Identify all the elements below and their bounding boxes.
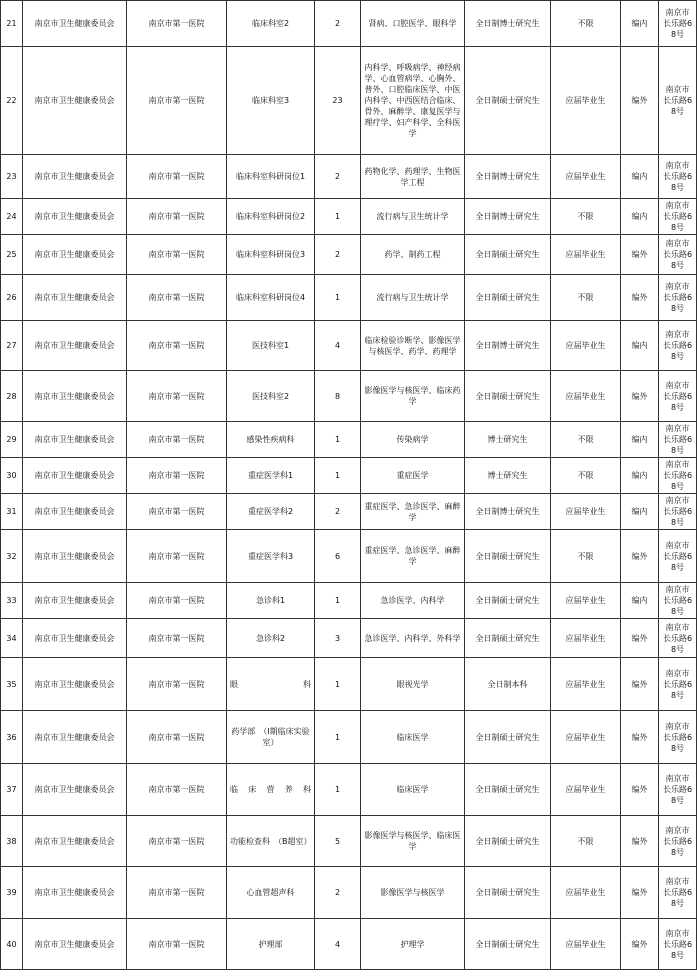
cell-education: 全日制硕士研究生 [465, 711, 551, 764]
cell-post: 临床营养科 [227, 764, 315, 816]
cell-unit: 南京市第一医院 [127, 321, 227, 371]
cell-authority: 南京市卫生健康委员会 [23, 155, 127, 199]
cell-post: 临床科室科研岗位2 [227, 199, 315, 235]
cell-no: 33 [1, 583, 23, 619]
cell-unit: 南京市第一医院 [127, 711, 227, 764]
cell-major: 眼视光学 [361, 658, 465, 711]
cell-address: 南京市长乐路68号 [659, 919, 697, 970]
cell-unit: 南京市第一医院 [127, 1, 227, 47]
cell-post: 急诊科1 [227, 583, 315, 619]
cell-authority: 南京市卫生健康委员会 [23, 275, 127, 321]
cell-post: 眼科 [227, 658, 315, 711]
cell-education: 全日制硕士研究生 [465, 235, 551, 275]
cell-address: 南京市长乐路68号 [659, 422, 697, 458]
cell-post: 功能检查科 （B超室） [227, 816, 315, 867]
cell-major: 重症医学 [361, 458, 465, 494]
cell-authority: 南京市卫生健康委员会 [23, 458, 127, 494]
cell-no: 31 [1, 494, 23, 530]
cell-post: 临床科室科研岗位1 [227, 155, 315, 199]
cell-count: 2 [315, 867, 361, 919]
cell-no: 22 [1, 47, 23, 155]
cell-requirement: 应届毕业生 [551, 764, 621, 816]
cell-count: 2 [315, 494, 361, 530]
table-row [1, 321, 697, 371]
cell-authority: 南京市卫生健康委员会 [23, 711, 127, 764]
cell-no: 38 [1, 816, 23, 867]
cell-major: 急诊医学、内科学 [361, 583, 465, 619]
cell-staffing: 编内 [621, 1, 659, 47]
table-row [1, 530, 697, 583]
cell-major: 流行病与卫生统计学 [361, 199, 465, 235]
table-body [1, 1, 697, 970]
cell-unit: 南京市第一医院 [127, 919, 227, 970]
cell-post: 重症医学科1 [227, 458, 315, 494]
cell-no: 39 [1, 867, 23, 919]
table-row [1, 711, 697, 764]
cell-post: 重症医学科2 [227, 494, 315, 530]
table-row [1, 764, 697, 816]
cell-address: 南京市长乐路68号 [659, 764, 697, 816]
cell-staffing: 编外 [621, 711, 659, 764]
cell-unit: 南京市第一医院 [127, 155, 227, 199]
cell-count: 1 [315, 658, 361, 711]
cell-authority: 南京市卫生健康委员会 [23, 371, 127, 422]
cell-post: 临床科室科研岗位3 [227, 235, 315, 275]
cell-no: 29 [1, 422, 23, 458]
cell-address: 南京市长乐路68号 [659, 1, 697, 47]
cell-post: 临床科室3 [227, 47, 315, 155]
cell-no: 36 [1, 711, 23, 764]
cell-address: 南京市长乐路68号 [659, 816, 697, 867]
cell-requirement: 不限 [551, 422, 621, 458]
cell-authority: 南京市卫生健康委员会 [23, 47, 127, 155]
cell-education: 全日制博士研究生 [465, 321, 551, 371]
cell-unit: 南京市第一医院 [127, 371, 227, 422]
cell-staffing: 编外 [621, 816, 659, 867]
cell-unit: 南京市第一医院 [127, 619, 227, 658]
cell-education: 全日制硕士研究生 [465, 919, 551, 970]
cell-unit: 南京市第一医院 [127, 235, 227, 275]
cell-address: 南京市长乐路68号 [659, 458, 697, 494]
cell-authority: 南京市卫生健康委员会 [23, 867, 127, 919]
cell-requirement: 应届毕业生 [551, 711, 621, 764]
cell-no: 21 [1, 1, 23, 47]
cell-address: 南京市长乐路68号 [659, 371, 697, 422]
table-row [1, 275, 697, 321]
cell-authority: 南京市卫生健康委员会 [23, 583, 127, 619]
cell-count: 1 [315, 199, 361, 235]
cell-count: 1 [315, 764, 361, 816]
cell-address: 南京市长乐路68号 [659, 321, 697, 371]
cell-major: 肾病、口腔医学、眼科学 [361, 1, 465, 47]
cell-authority: 南京市卫生健康委员会 [23, 321, 127, 371]
cell-address: 南京市长乐路68号 [659, 867, 697, 919]
cell-no: 24 [1, 199, 23, 235]
table-row [1, 458, 697, 494]
cell-count: 1 [315, 711, 361, 764]
cell-major: 临床检验诊断学、影像医学与核医学、药学、药理学 [361, 321, 465, 371]
cell-address: 南京市长乐路68号 [659, 711, 697, 764]
cell-authority: 南京市卫生健康委员会 [23, 919, 127, 970]
cell-requirement: 不限 [551, 458, 621, 494]
cell-staffing: 编外 [621, 867, 659, 919]
cell-staffing: 编外 [621, 764, 659, 816]
cell-requirement: 应届毕业生 [551, 371, 621, 422]
cell-unit: 南京市第一医院 [127, 658, 227, 711]
cell-major: 急诊医学、内科学、外科学 [361, 619, 465, 658]
cell-education: 全日制硕士研究生 [465, 764, 551, 816]
cell-major: 护理学 [361, 919, 465, 970]
cell-address: 南京市长乐路68号 [659, 47, 697, 155]
cell-no: 28 [1, 371, 23, 422]
cell-count: 1 [315, 422, 361, 458]
cell-no: 34 [1, 619, 23, 658]
cell-education: 全日制硕士研究生 [465, 583, 551, 619]
cell-authority: 南京市卫生健康委员会 [23, 530, 127, 583]
cell-education: 全日制博士研究生 [465, 199, 551, 235]
table-row [1, 867, 697, 919]
cell-major: 重症医学、急诊医学、麻醉学 [361, 494, 465, 530]
cell-staffing: 编外 [621, 658, 659, 711]
cell-education: 全日制硕士研究生 [465, 275, 551, 321]
cell-address: 南京市长乐路68号 [659, 583, 697, 619]
cell-education: 全日制硕士研究生 [465, 371, 551, 422]
table-row [1, 1, 697, 47]
cell-requirement: 应届毕业生 [551, 235, 621, 275]
cell-unit: 南京市第一医院 [127, 867, 227, 919]
cell-count: 4 [315, 919, 361, 970]
cell-authority: 南京市卫生健康委员会 [23, 764, 127, 816]
cell-address: 南京市长乐路68号 [659, 494, 697, 530]
cell-no: 30 [1, 458, 23, 494]
cell-unit: 南京市第一医院 [127, 816, 227, 867]
cell-no: 40 [1, 919, 23, 970]
cell-address: 南京市长乐路68号 [659, 275, 697, 321]
cell-unit: 南京市第一医院 [127, 422, 227, 458]
cell-education: 全日制博士研究生 [465, 155, 551, 199]
table-row [1, 199, 697, 235]
cell-major: 影像医学与核医学、临床医学 [361, 816, 465, 867]
cell-count: 8 [315, 371, 361, 422]
cell-no: 26 [1, 275, 23, 321]
cell-address: 南京市长乐路68号 [659, 658, 697, 711]
cell-no: 32 [1, 530, 23, 583]
cell-count: 6 [315, 530, 361, 583]
cell-requirement: 不限 [551, 199, 621, 235]
cell-address: 南京市长乐路68号 [659, 155, 697, 199]
cell-count: 2 [315, 155, 361, 199]
cell-staffing: 编内 [621, 583, 659, 619]
cell-staffing: 编内 [621, 321, 659, 371]
cell-education: 全日制硕士研究生 [465, 619, 551, 658]
cell-unit: 南京市第一医院 [127, 275, 227, 321]
cell-authority: 南京市卫生健康委员会 [23, 816, 127, 867]
cell-staffing: 编外 [621, 530, 659, 583]
table-row [1, 816, 697, 867]
cell-education: 全日制博士研究生 [465, 494, 551, 530]
cell-post: 药学部 （I期临床实验室） [227, 711, 315, 764]
cell-unit: 南京市第一医院 [127, 583, 227, 619]
cell-unit: 南京市第一医院 [127, 530, 227, 583]
cell-authority: 南京市卫生健康委员会 [23, 1, 127, 47]
table-row [1, 422, 697, 458]
cell-education: 全日制博士研究生 [465, 1, 551, 47]
cell-major: 重症医学、急诊医学、麻醉学 [361, 530, 465, 583]
cell-post: 感染性疾病科 [227, 422, 315, 458]
cell-major: 影像医学与核医学 [361, 867, 465, 919]
cell-address: 南京市长乐路68号 [659, 530, 697, 583]
cell-authority: 南京市卫生健康委员会 [23, 235, 127, 275]
cell-post: 医技科室1 [227, 321, 315, 371]
cell-staffing: 编外 [621, 919, 659, 970]
cell-count: 2 [315, 235, 361, 275]
cell-major: 影像医学与核医学、临床药学 [361, 371, 465, 422]
cell-major: 药学、制药工程 [361, 235, 465, 275]
cell-post: 医技科室2 [227, 371, 315, 422]
cell-authority: 南京市卫生健康委员会 [23, 658, 127, 711]
cell-authority: 南京市卫生健康委员会 [23, 619, 127, 658]
cell-requirement: 应届毕业生 [551, 155, 621, 199]
table-row [1, 155, 697, 199]
cell-post: 护理部 [227, 919, 315, 970]
cell-education: 博士研究生 [465, 458, 551, 494]
cell-unit: 南京市第一医院 [127, 199, 227, 235]
cell-requirement: 不限 [551, 816, 621, 867]
cell-authority: 南京市卫生健康委员会 [23, 199, 127, 235]
cell-requirement: 应届毕业生 [551, 321, 621, 371]
cell-post: 重症医学科3 [227, 530, 315, 583]
table-row [1, 494, 697, 530]
table-row [1, 235, 697, 275]
cell-staffing: 编内 [621, 458, 659, 494]
cell-count: 1 [315, 458, 361, 494]
cell-staffing: 编外 [621, 619, 659, 658]
cell-count: 4 [315, 321, 361, 371]
cell-major: 流行病与卫生统计学 [361, 275, 465, 321]
cell-staffing: 编外 [621, 47, 659, 155]
table-row [1, 371, 697, 422]
cell-post: 临床科室科研岗位4 [227, 275, 315, 321]
cell-education: 全日制硕士研究生 [465, 867, 551, 919]
cell-no: 23 [1, 155, 23, 199]
table-row [1, 658, 697, 711]
cell-major: 临床医学 [361, 711, 465, 764]
cell-education: 全日制硕士研究生 [465, 47, 551, 155]
table-row [1, 619, 697, 658]
cell-requirement: 应届毕业生 [551, 583, 621, 619]
cell-count: 5 [315, 816, 361, 867]
cell-requirement: 应届毕业生 [551, 658, 621, 711]
cell-no: 35 [1, 658, 23, 711]
cell-staffing: 编外 [621, 235, 659, 275]
cell-education: 全日制本科 [465, 658, 551, 711]
cell-requirement: 应届毕业生 [551, 867, 621, 919]
cell-post: 心血管超声科 [227, 867, 315, 919]
cell-authority: 南京市卫生健康委员会 [23, 422, 127, 458]
cell-education: 全日制硕士研究生 [465, 530, 551, 583]
cell-unit: 南京市第一医院 [127, 764, 227, 816]
cell-count: 3 [315, 619, 361, 658]
cell-staffing: 编内 [621, 494, 659, 530]
cell-no: 27 [1, 321, 23, 371]
cell-staffing: 编内 [621, 199, 659, 235]
cell-requirement: 不限 [551, 530, 621, 583]
cell-requirement: 应届毕业生 [551, 494, 621, 530]
cell-count: 1 [315, 275, 361, 321]
cell-major: 传染病学 [361, 422, 465, 458]
table-row [1, 583, 697, 619]
cell-requirement: 不限 [551, 275, 621, 321]
cell-address: 南京市长乐路68号 [659, 235, 697, 275]
cell-unit: 南京市第一医院 [127, 494, 227, 530]
cell-major: 药物化学、药理学、生物医学工程 [361, 155, 465, 199]
cell-unit: 南京市第一医院 [127, 47, 227, 155]
cell-requirement: 应届毕业生 [551, 47, 621, 155]
cell-requirement: 应届毕业生 [551, 919, 621, 970]
cell-no: 37 [1, 764, 23, 816]
cell-education: 全日制硕士研究生 [465, 816, 551, 867]
cell-unit: 南京市第一医院 [127, 458, 227, 494]
cell-requirement: 不限 [551, 1, 621, 47]
cell-post: 临床科室2 [227, 1, 315, 47]
table-row [1, 47, 697, 155]
cell-count: 23 [315, 47, 361, 155]
cell-staffing: 编外 [621, 275, 659, 321]
cell-major: 内科学、呼吸病学、神经病学、心血管病学、心胸外、普外、口腔临床医学、中医内科学、中西医结合临床、骨外、麻醉学、康复医学与理疗学、妇产科学、全科医学 [361, 47, 465, 155]
cell-education: 博士研究生 [465, 422, 551, 458]
cell-count: 1 [315, 583, 361, 619]
cell-authority: 南京市卫生健康委员会 [23, 494, 127, 530]
cell-staffing: 编内 [621, 422, 659, 458]
table-row [1, 919, 697, 970]
cell-address: 南京市长乐路68号 [659, 619, 697, 658]
cell-count: 2 [315, 1, 361, 47]
cell-requirement: 应届毕业生 [551, 619, 621, 658]
cell-no: 25 [1, 235, 23, 275]
cell-staffing: 编外 [621, 371, 659, 422]
cell-address: 南京市长乐路68号 [659, 199, 697, 235]
cell-post: 急诊科2 [227, 619, 315, 658]
cell-major: 临床医学 [361, 764, 465, 816]
cell-staffing: 编内 [621, 155, 659, 199]
